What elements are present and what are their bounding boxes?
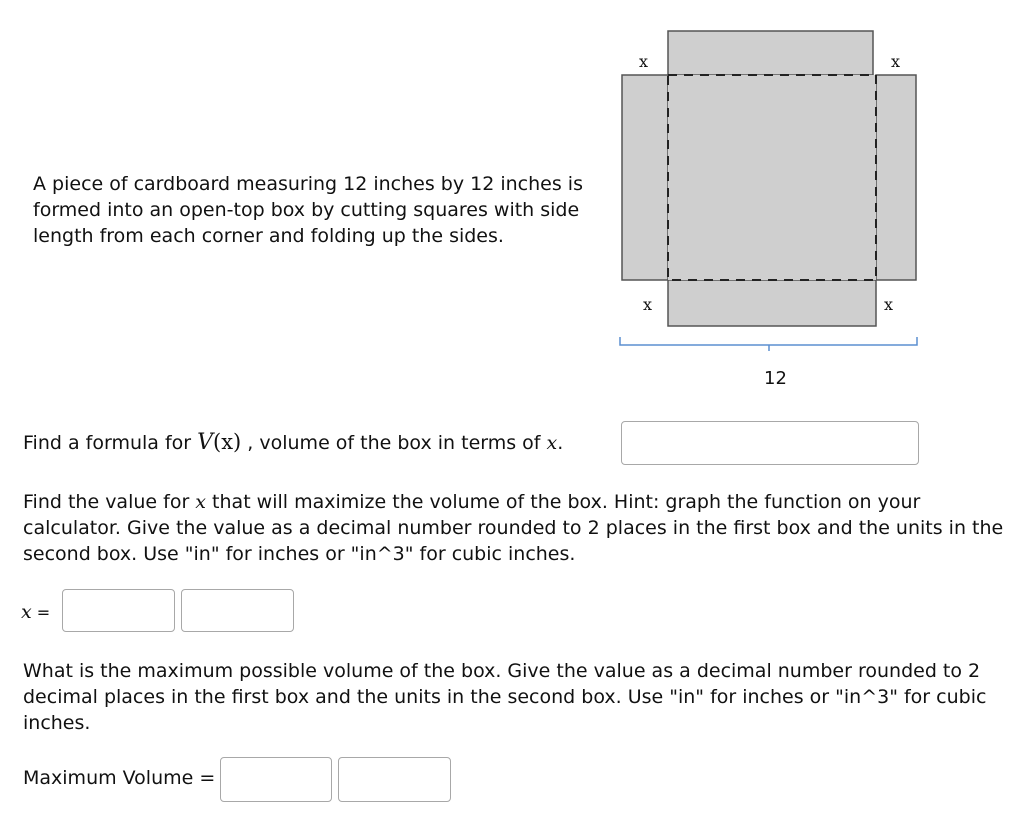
bottom-flap <box>668 280 876 326</box>
question-formula <box>23 428 563 457</box>
x-units-input[interactable] <box>181 589 294 632</box>
corner-label-bottom-left: x <box>643 295 653 314</box>
x-value-input[interactable] <box>62 589 175 632</box>
corner-label-bottom-right: x <box>884 295 894 314</box>
x-label-eq: = <box>31 603 51 622</box>
question-maximize-x <box>23 489 1013 567</box>
top-flap <box>668 31 873 75</box>
corner-label-top-right: x <box>891 52 901 71</box>
dimension-bracket <box>620 337 917 351</box>
q1-var: x <box>546 432 558 454</box>
box-base <box>668 75 876 280</box>
left-flap <box>622 75 668 280</box>
q3-text: What is the maximum possible volume of the box. Give the value as a decimal number rounded to 2 decimal places in the first box and the units in the second box. Use "in" for inches or "in^3" for cubic inches. <box>23 660 987 734</box>
q1-end: . <box>557 432 564 454</box>
q1-text-after: , volume of the box in terms of <box>241 432 547 454</box>
cardboard-diagram <box>600 20 940 400</box>
formula-input[interactable] <box>621 421 919 465</box>
problem-intro <box>33 171 593 249</box>
max-volume-label-text: Maximum Volume = <box>23 767 216 789</box>
corner-label-top-left: x <box>639 52 649 71</box>
question-max-volume <box>23 658 1013 736</box>
q1-text-before: Find a formula for <box>23 432 198 454</box>
q2-text-before: Find the value for <box>23 491 196 513</box>
max-volume-units-input[interactable] <box>338 757 451 802</box>
right-flap <box>876 75 916 280</box>
max-volume-value-input[interactable] <box>220 757 332 802</box>
x-answer-label <box>21 600 50 625</box>
intro-text: A piece of cardboard measuring 12 inches by 12 inches is formed into an open-top box by cutting squares with side length from each corner and folding up the sides. <box>33 173 583 247</box>
dimension-label: 12 <box>764 368 787 389</box>
q2-text-after: that will maximize the volume of the box. Hint: graph the function on your calculator. Give the value as a decimal number rounded to 2 places in the first box and the units in the second box. Use "in" for inches or "in^3" for cubic inches. <box>23 491 1004 565</box>
max-volume-label <box>23 766 215 790</box>
x-label-var: x <box>21 601 32 623</box>
q1-func-name: V <box>197 430 214 455</box>
q1-func-arg: (x) <box>213 430 242 454</box>
q2-var: x <box>195 491 207 513</box>
